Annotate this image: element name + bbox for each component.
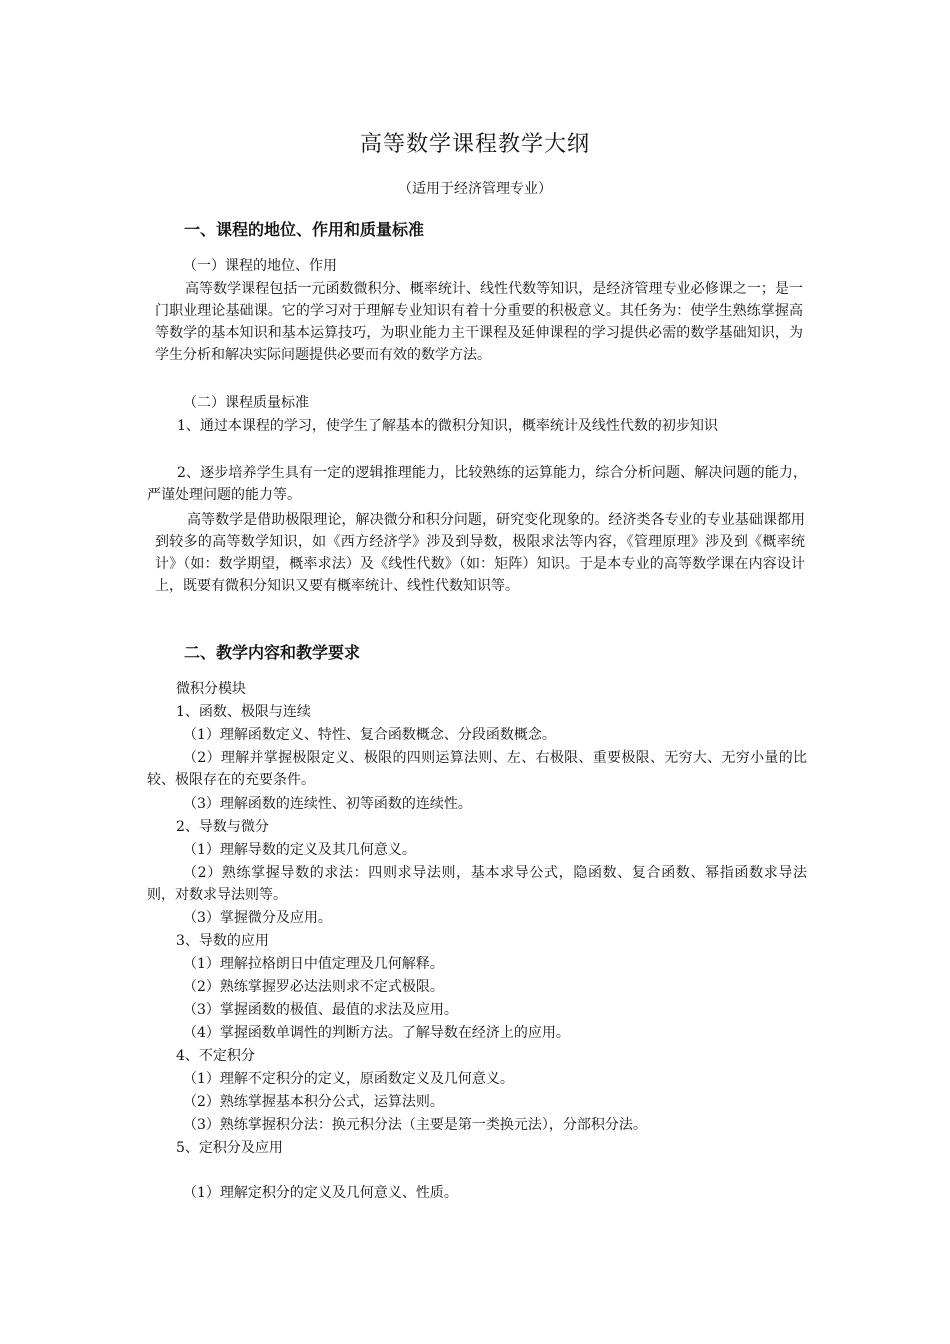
- list-item: （1）理解不定积分的定义，原函数定义及几何意义。: [183, 1071, 514, 1087]
- list-item: （3）熟练掌握积分法：换元积分法（主要是第一类换元法），分部积分法。: [183, 1117, 647, 1133]
- list-item: （1）理解导数的定义及其几何意义。: [183, 842, 416, 858]
- list-item: （2）熟练掌握导数的求法：四则求导法则，基本求导公式，隐函数、复合函数、幂指函数求导法则，对数求导法则等。: [147, 865, 807, 903]
- list-item: （1）理解拉格朗日中值定理及几何解释。: [183, 956, 444, 972]
- topic-heading: 2、导数与微分: [176, 819, 269, 835]
- document-subtitle: （适用于经济管理专业）: [398, 181, 552, 197]
- topic-heading: 3、导数的应用: [176, 933, 269, 949]
- module-heading: 微积分模块: [176, 681, 246, 697]
- paragraph: 高等数学课程包括一元函数微积分、概率统计、线性代数等知识，是经济管理专业必修课之一；是一门职业理论基础课。它的学习对于理解专业知识有着十分重要的积极意义。其任务为：使学生熟练掌握高等数学的基本知识和基本运算技巧，为职业能力主干课程及延伸课程的学习提供必需的数学基础知识，为学生分析和解决实际问题提供必要而有效的数学方法。: [155, 281, 803, 363]
- list-item: （2）熟练掌握罗必达法则求不定式极限。: [183, 979, 444, 995]
- list-item: （2）熟练掌握基本积分公式，运算法则。: [183, 1094, 444, 1110]
- topic-heading: 5、定积分及应用: [176, 1140, 283, 1156]
- list-item: （1）理解定积分的定义及几何意义、性质。: [183, 1185, 458, 1201]
- section-heading-1: 一、课程的地位、作用和质量标准: [184, 220, 425, 239]
- paragraph: 1、通过本课程的学习，使学生了解基本的微积分知识，概率统计及线性代数的初步知识: [177, 418, 718, 434]
- list-item: （3）掌握函数的极值、最值的求法及应用。: [183, 1002, 458, 1018]
- list-item: （2）理解并掌握极限定义、极限的四则运算法则、左、右极限、重要极限、无穷大、无穷小量的比较、极限存在的充要条件。: [147, 750, 807, 788]
- paragraph: 2、逐步培养学生具有一定的逻辑推理能力，比较熟练的运算能力，综合分析问题、解决问题的能力，严谨处理问题的能力等。: [147, 465, 807, 503]
- topic-heading: 1、函数、极限与连续: [176, 704, 311, 720]
- list-item: （3）掌握微分及应用。: [183, 910, 332, 926]
- subsection-heading: （二）课程质量标准: [183, 395, 309, 411]
- document-title: 高等数学课程教学大纲: [359, 132, 590, 157]
- subsection-heading: （一）课程的地位、作用: [183, 258, 337, 274]
- list-item: （1）理解函数定义、特性、复合函数概念、分段函数概念。: [183, 727, 556, 743]
- paragraph: 高等数学是借助极限理论，解决微分和积分问题，研究变化现象的。经济类各专业的专业基础课都用到较多的高等数学知识，如《西方经济学》涉及到导数，极限求法等内容，《管理原理》涉及到《概率统计》（如：数学期望，概率求法）及《线性代数》（如：矩阵）知识。于是本专业的高等数学课在内容设计上，既要有微积分知识又要有概率统计、线性代数知识等。: [155, 512, 805, 594]
- list-item: （3）理解函数的连续性、初等函数的连续性。: [183, 796, 472, 812]
- list-item: （4）掌握函数单调性的判断方法。了解导数在经济上的应用。: [183, 1025, 570, 1041]
- topic-heading: 4、不定积分: [176, 1048, 255, 1064]
- section-heading-2: 二、教学内容和教学要求: [184, 643, 361, 662]
